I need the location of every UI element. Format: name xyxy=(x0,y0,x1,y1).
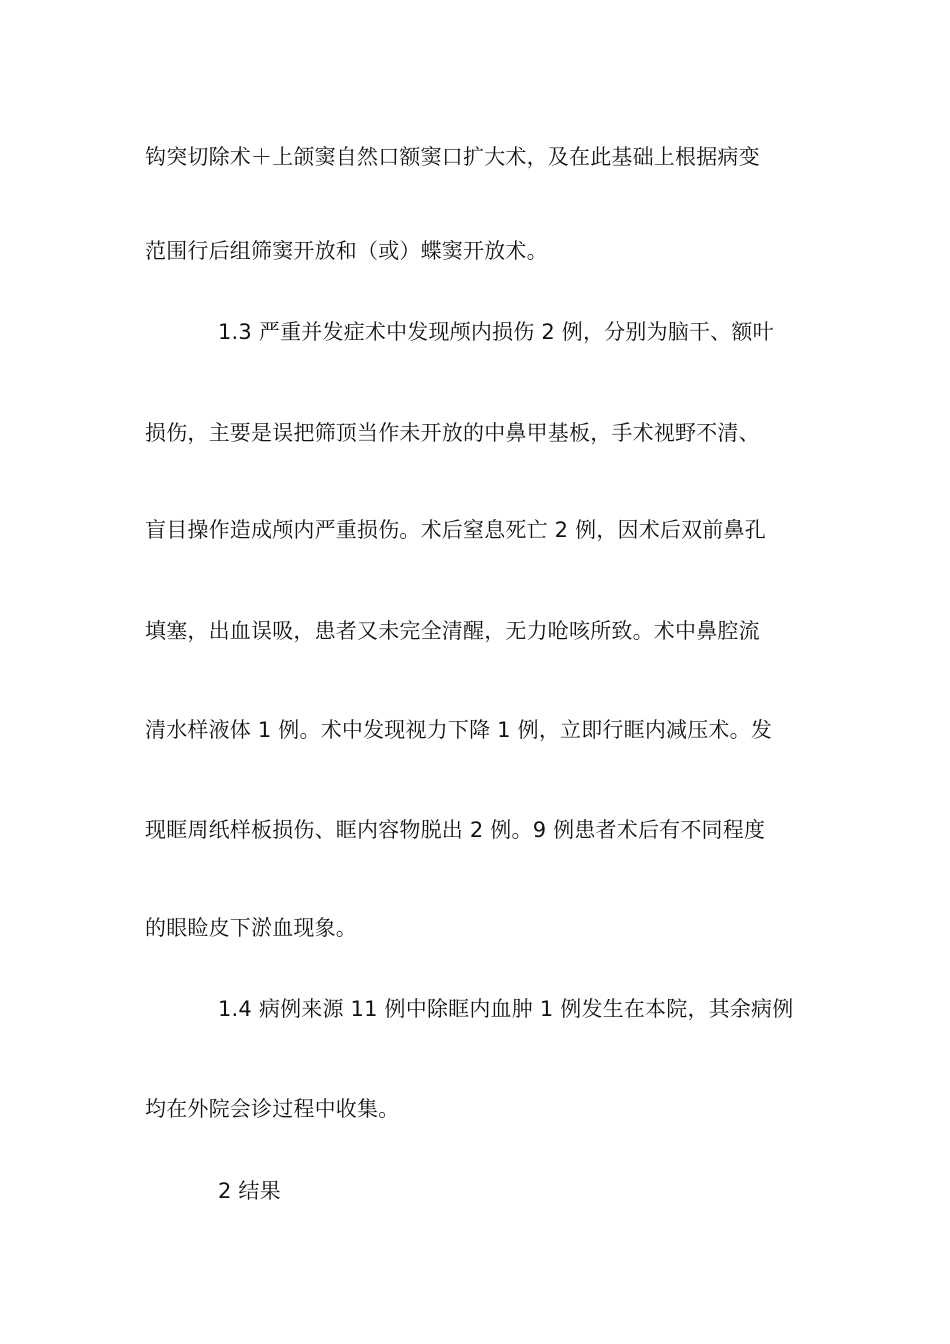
text-line: 现眶周纸样板损伤、眶内容物脱出 2 例。9 例患者术后有不同程度 xyxy=(145,818,766,842)
text-line: 盲目操作造成颅内严重损伤。术后窒息死亡 2 例，因术后双前鼻孔 xyxy=(145,518,766,542)
section-1-4-paragraph-start: 1.4 病例来源 11 例中除眶内血肿 1 例发生在本院，其余病例 xyxy=(218,997,794,1021)
section-2-heading: 2 结果 xyxy=(218,1179,281,1203)
text-line: 损伤，主要是误把筛顶当作未开放的中鼻甲基板，手术视野不清、 xyxy=(145,421,760,445)
section-1-3-paragraph-start: 1.3 严重并发症术中发现颅内损伤 2 例，分别为脑干、额叶 xyxy=(218,320,774,344)
text-line: 范围行后组筛窦开放和（或）蝶窦开放术。 xyxy=(145,239,548,263)
text-line: 清水样液体 1 例。术中发现视力下降 1 例，立即行眶内减压术。发 xyxy=(145,718,773,742)
text-line: 均在外院会诊过程中收集。 xyxy=(145,1097,400,1121)
text-line: 钩突切除术＋上颌窦自然口额窦口扩大术，及在此基础上根据病变 xyxy=(145,145,760,169)
text-line: 的眼睑皮下淤血现象。 xyxy=(145,916,357,940)
text-line: 填塞，出血误吸，患者又未完全清醒，无力呛咳所致。术中鼻腔流 xyxy=(145,619,760,643)
